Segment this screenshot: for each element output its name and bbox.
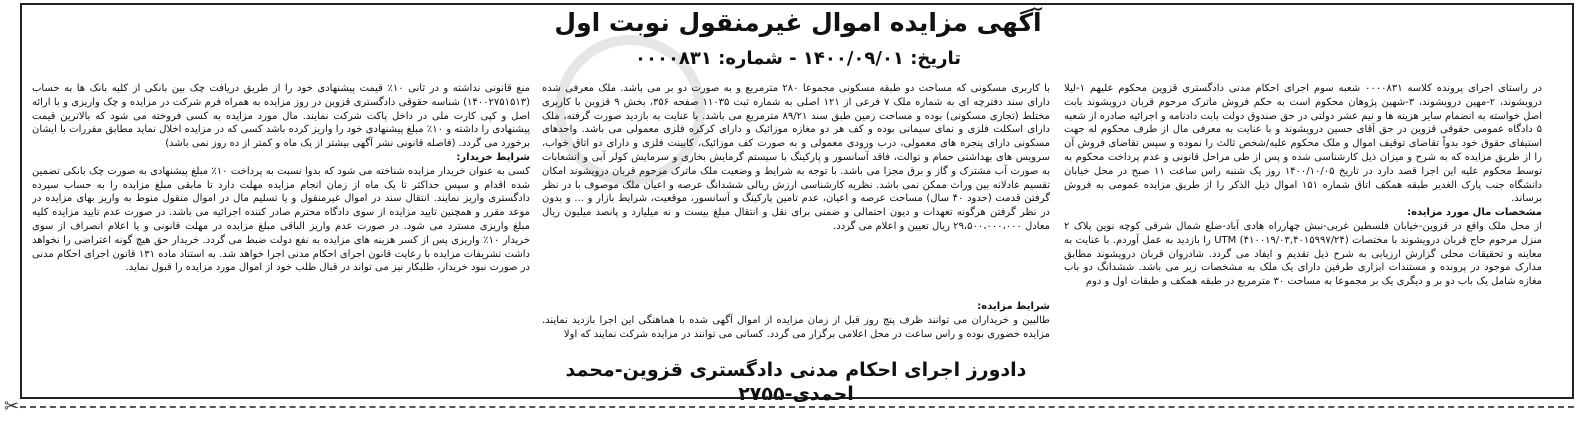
buyer-conditions-heading: شرایط خریدار: [456,151,530,163]
property-specs-heading: مشخصات مال مورد مزایده: [1407,207,1542,219]
signature-line: دادورز اجرای احکام مدنی دادگستری قزوین-محمد احمدی-۲۷۵۵ [565,359,1027,405]
auction-conditions-heading: شرایط مزایده: [977,301,1050,312]
column-right [1064,82,1542,357]
page-title: آگهی مزایده اموال غیرمنقول نوبت اول [554,8,1042,37]
auction-conditions-paragraph: طالبین و خریداران می توانند ظرف پنج روز قبل از زمان مزایده از اموال آگهی شده با هماهنگی این اجرا بازدید نمایند. مزایده حضوری بوده و راس ساعت در محل اعلامی برگزار می گردد. کسانی می توانند در مزایده شرکت نمایند که اولا [542,314,1050,340]
property-details-paragraph: با کاربری مسکونی که مساحت دو طبقه مسکونی مجموعا ۲۸۰ مترمربع و به صورت دو بر می باشد. ملک معرفی شده دارای سند دفترچه ای به شماره ملک ۷ فرعی از ۱۲۱ اصلی به شماره ثبت ۱۱۰۳۵ صفحه ۳۵۶، بخش ۹ قزوین با کاربری مختلط (تجاری مسکونی) بوده و مساحت زمین طبق سند ۸۹/۲۱ مترمربع می باشد. با عنایت به بازدید صورت گرفته، ملک دارای اسکلت فلزی و نمای سیمانی بوده و کف هر دو مغازه موزائیک و دارای کرکره فلزی معمولی می باشد. واحدهای مسکونی دارای پنجره های معمولی، درب ورودی معمولی و به صورت کف موزائیک، کابینت فلزی و دارای دو اتاق خواب، سرویس های بهداشتی حمام و توالت، فاقد آسانسور و پارکینگ با سیستم گرمایش بخاری و سرمایش کولر آبی و انشعابات به صورت آب مشترک و گاز و برق مجزا می باشد. با توجه به شرایط و وضعیت ملک ماترک مرحوم قربان درویشوند امکان تقسیم عادلانه بین وراث ممکن نمی باشد. نظریه کارشناسی ارزش ریالی ششدانگ عرصه و اعیان ملک موصوف با در نظر گرفتن قدمت (حدود ۴۰ سال) مساحت عرصه و اعیان، عدم تامین پارکینگ و آسانسور، موقعیت، شرایط بازار و ... و بدون در نظر گرفتن هرگونه تعهدات و دیون احتمالی و ضمنی برای نقل و انتقال مبلغ بیست و نه میلیارد و پانصد میلیون ریال معادل ۲۹،۵۰۰،۰۰۰،۰۰۰ ریال تعیین و اعلام می گردد. [542,83,1050,232]
scissors-icon: ✂ [4,396,20,417]
intro-paragraph: در راستای اجرای پرونده کلاسه ۰۰۰۰۸۳۱ شعبه سوم اجرای احکام مدنی دادگستری قزوین محکوم علیهم ۱-لیلا درویشوند، ۲-مهین درویشوند، ۳-شهین پژوهان محکوم است به حکم فروش ماترک مرحوم قربان درویشوند بابت اصل خواسته به انضمام سایر هزینه ها و نیم عشر دولتی در حق صندوق دولت بابت دادنامه و اجرائیه صادره از شعبه ۵ دادگاه عمومی حقوقی قزوین در حق آقای حسین درویشوند و با عنایت به معرفی مال از طرف محکوم له جهت استیفای حقوق خود بدواً تقاضای توقیف اموال و ملک محکوم علیه/شخص ثالث را نموده و سپس تقاضای فروش آن را از طریق مزایده که به شرح و میزان ذیل کارشناسی شده و پس از طی مراحل قانونی و عدم پرداخت محکوم به توسط محکوم علیه این اجرا قصد دارد در تاریخ ۱۴۰۰/۱۰/۰۵ روز یک شنبه راس ساعت ۱۱ صبح در محل خیابان دانشگاه جنب پارک الغدیر طبقه همکف اتاق شماره ۱۵۱ اموال ذیل الذکر را از طریق مزایده عمومی به فروش برساند. [1064,83,1542,205]
notice-date-number: تاریخ: ۱۴۰۰/۰۹/۰۱ - شماره: ۰۰۰۰۸۳۱ [634,48,961,69]
auction-conditions [542,300,1050,341]
column-middle [542,82,1050,294]
cut-line [20,406,1574,408]
buyer-conditions-paragraph: کسی به عنوان خریدار مزایده شناخته می شود که بدوا نسبت به پرداخت ۱۰٪ مبلغ پیشنهادی به صورت چک بانکی تضمین شده اقدام و سپس حداکثر تا یک ماه از زمان انجام مزایده مهلت دارد تا مابقی مبلغ مزایده را به حساب سپرده دادگستری واریز نمایند. انتقال سند در اموال غیرمنقول و یا تسلیم مال در اموال منقول منوط به واریز بهای مزایده در موعد مقرر و همچنین تایید مزایده از سوی دادگاه محترم صادر کننده اجرائیه می باشد. در صورت عدم تایید مزایده کلیه مبلغ واریزی مسترد می شود. در صورت عدم واریز الباقی مبلغ مزایده در مهلت قانونی و یا اعلام انصراف از سوی خریدار ۱۰٪ واریزی پس از کسر هزینه های مزایده به نفع دولت ضبط می گردد. خریدار حق هیچ گونه اعتراضی را نخواهد داشت تشریفات مزایده با رعایت قانون اجرای احکام مدنی اجرا خواهد شد. به استناد ماده ۱۳۱ قانون اجرای احکام مدنی در صورت نبود خریدار، طلبکار نیز می تواند در قبال طلب خود از اموال مورد مزایده را قبول نماید. [32,165,530,274]
column-left [32,82,530,294]
property-specs-paragraph: از محل ملک واقع در قزوین-خیابان فلسطین غربی-نبش چهارراه هادی آباد-ضلع شمال شرقی کوچه نوین پلاک ۲ منزل مرحوم حاج قربان درویشوند با مختصات (۴۱۰۰۱۹/۰۳,۴۰۱۵۹۹۷/۲۴) UTM را بازدید به عمل آوردم. با عنایت به معاینه و تحقیقات محلی گزارش ارزیابی به شرح ذیل تقدیم و ایفاد می گردد. شادروان قربان درویشوند مطابق مدارک موجود در پرونده و مستندات ابزاری طرفین دارای یک ملک به مشخصات زیر می باشد. ششدانگ دو باب مغازه شامل یک باب دو بر و دیگری یک بر مجموعا به مساحت ۳۰ مترمربع در طبقه همکف و طبقات اول و دوم [1064,220,1542,288]
participation-paragraph: منع قانونی نداشته و در ثانی ۱۰٪ قیمت پیشنهادی خود را از طریق دریافت چک بین بانکی از کلیه بانک ها به حساب (۱۴۰۰۲۷۵۱۵۱۳) شناسه حقوقی دادگستری قزوین در روز مزایده به همراه فرم شرکت در مزایده و چک واریزی و با ارائه اصل و کپی کارت ملی در داخل پاکت شرکت نمایند. مال مورد مزایده به کسی فروخته می شود که بالاترین قیمت پیشنهادی را داشته و ۱۰٪ مبلغ پیشنهادی خود را واریز کرده باشد کسی که در مزایده اخلال نماید مطابق مقررات با ایشان برخورد می گردد. (فاصله قانونی نشر آگهی بیشتر از یک ماه و کمتر از ده روز نمی باشد) [32,83,530,150]
